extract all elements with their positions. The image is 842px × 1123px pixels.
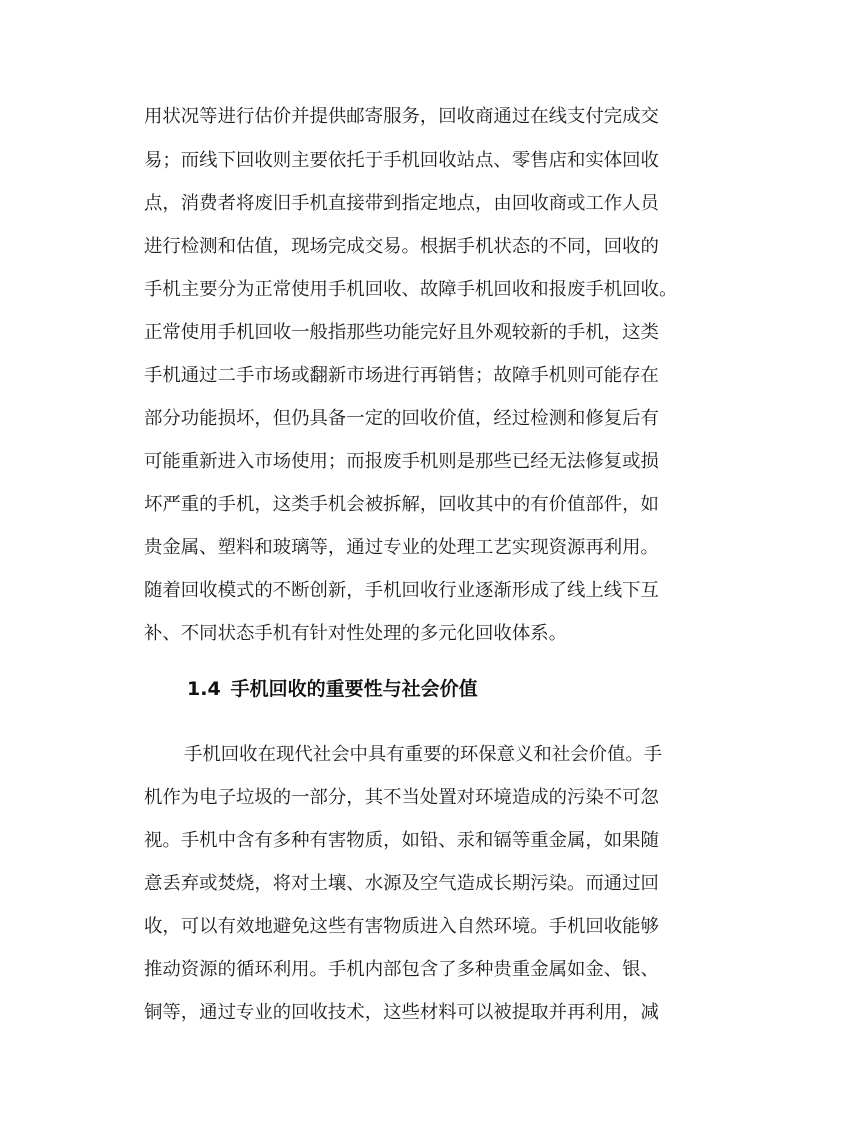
text-line: 机作为电子垃圾的一部分，其不当处置对环境造成的污染不可忽 bbox=[144, 787, 659, 808]
text-line: 部分功能损坏，但仍具备一定的回收价值，经过检测和修复后有 bbox=[144, 408, 659, 429]
section-title: 手机回收的重要性与社会价值 bbox=[230, 678, 478, 700]
text-line: 手机回收在现代社会中具有重要的环保意义和社会价值。手 bbox=[184, 744, 663, 765]
text-line: 可能重新进入市场使用；而报废手机则是那些已经无法修复或损 bbox=[144, 451, 659, 472]
text-line: 进行检测和估值，现场完成交易。根据手机状态的不同，回收的 bbox=[144, 236, 659, 257]
text-line: 手机通过二手市场或翻新市场进行再销售；故障手机则可能存在 bbox=[144, 365, 659, 386]
text-line: 坏严重的手机，这类手机会被拆解，回收其中的有价值部件，如 bbox=[144, 494, 659, 515]
text-line: 推动资源的循环利用。手机内部包含了多种贵重金属如金、银、 bbox=[144, 959, 659, 980]
text-line: 意丢弃或焚烧，将对土壤、水源及空气造成长期污染。而通过回 bbox=[144, 873, 659, 894]
text-line: 视。手机中含有多种有害物质，如铅、汞和镉等重金属，如果随 bbox=[144, 830, 659, 851]
text-line: 手机主要分为正常使用手机回收、故障手机回收和报废手机回收。 bbox=[144, 279, 678, 300]
text-line: 贵金属、塑料和玻璃等，通过专业的处理工艺实现资源再利用。 bbox=[144, 537, 659, 558]
text-line: 点，消费者将废旧手机直接带到指定地点，由回收商或工作人员 bbox=[144, 193, 659, 214]
text-line: 用状况等进行估价并提供邮寄服务，回收商通过在线支付完成交 bbox=[144, 106, 659, 127]
text-line: 随着回收模式的不断创新，手机回收行业逐渐形成了线上线下互 bbox=[144, 580, 659, 601]
text-line: 补、不同状态手机有针对性处理的多元化回收体系。 bbox=[144, 623, 567, 644]
text-line: 收，可以有效地避免这些有害物质进入自然环境。手机回收能够 bbox=[144, 916, 659, 937]
section-number: 1.4 bbox=[187, 678, 221, 700]
section-heading bbox=[187, 676, 478, 702]
text-line: 铜等，通过专业的回收技术，这些材料可以被提取并再利用，减 bbox=[144, 1002, 659, 1023]
text-line: 易；而线下回收则主要依托于手机回收站点、零售店和实体回收 bbox=[144, 150, 659, 171]
text-line: 正常使用手机回收一般指那些功能完好且外观较新的手机，这类 bbox=[144, 322, 659, 343]
